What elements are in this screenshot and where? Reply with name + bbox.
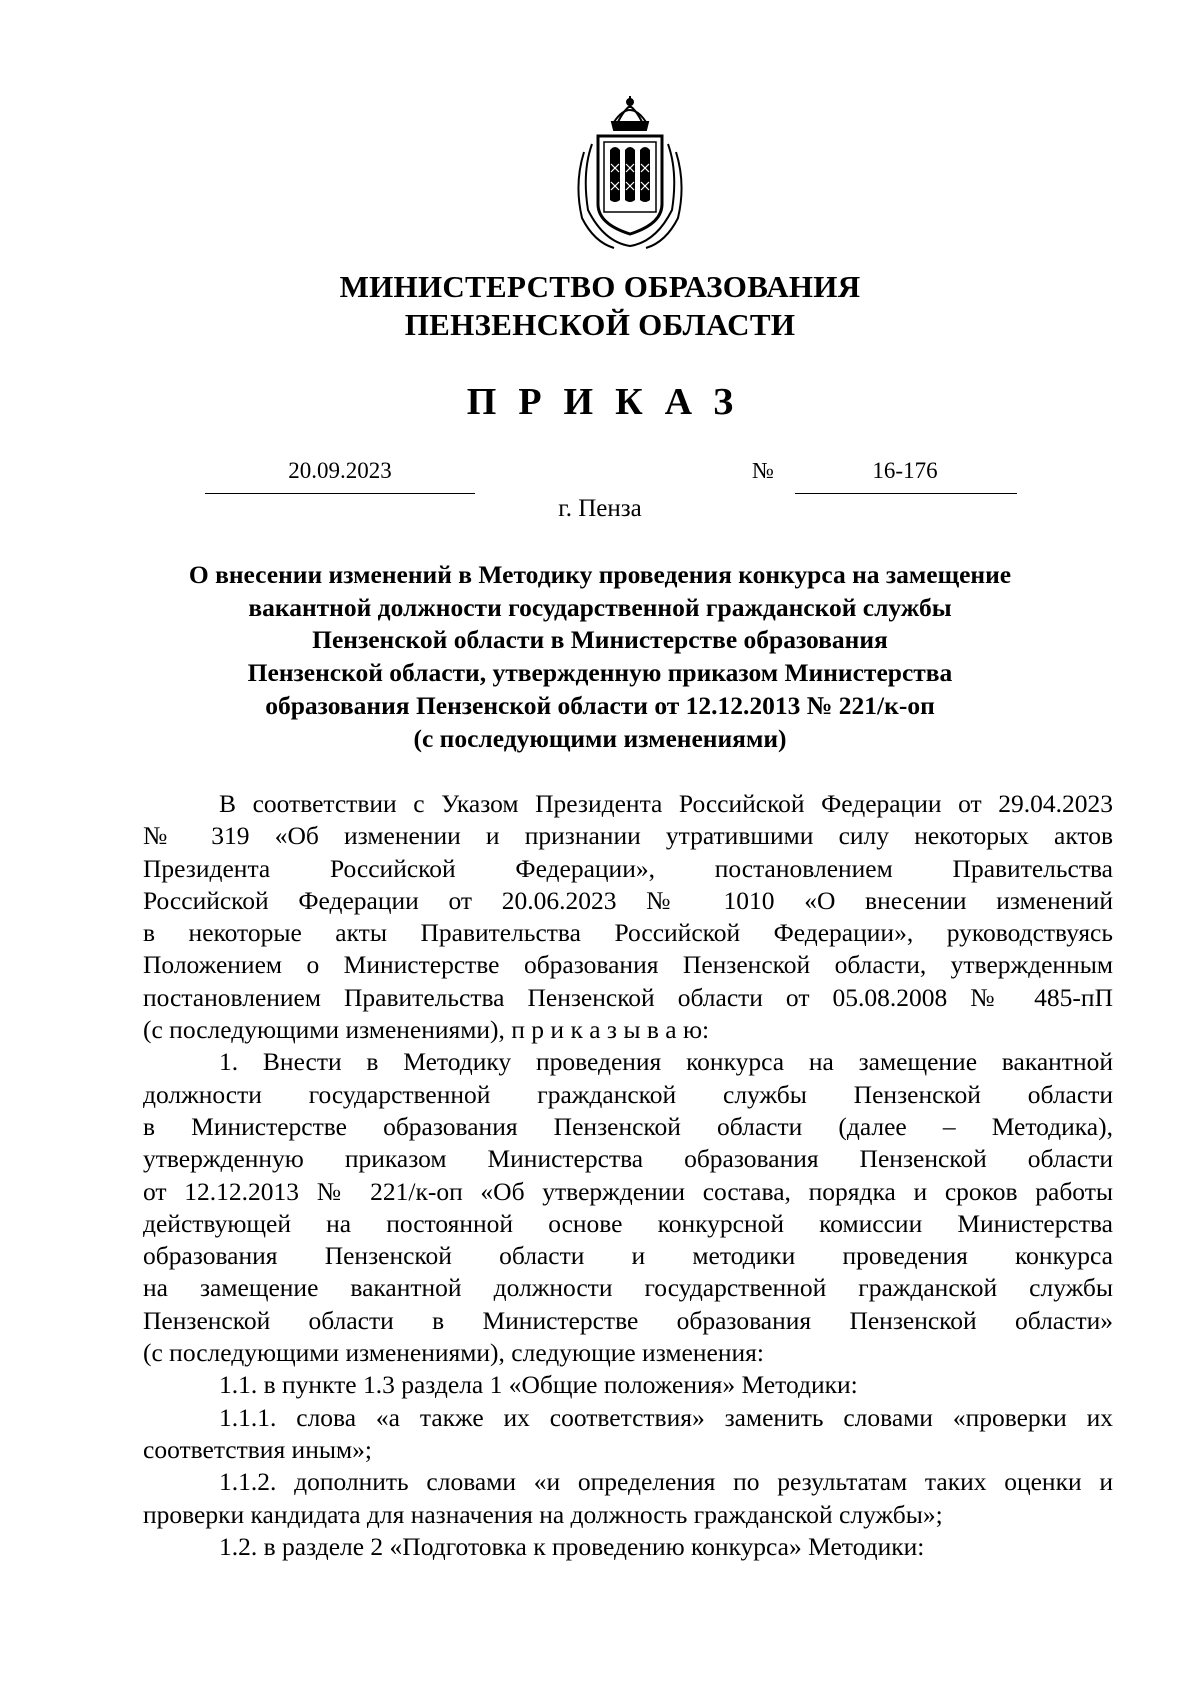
body-line: Российской Федерации от 20.06.2023 № 1010 «О внесении изменений [143, 885, 1113, 915]
heading-line: вакантной должности государственной гражданской службы [248, 592, 952, 622]
body-line: Положением о Министерстве образования Пензенской области, утвержденным [143, 950, 1113, 980]
body-line: Пензенской области в Министерстве образования Пензенской области» [143, 1305, 1113, 1335]
body-line: в Министерстве образования Пензенской области (далее – Методика), [143, 1111, 1113, 1141]
body-line: 1.1.1. слова «а также их соответствия» заменить словами «проверки их [219, 1402, 1113, 1432]
order-body [143, 788, 1113, 1563]
ministry-name-line2: ПЕНЗЕНСКОЙ ОБЛАСТИ [404, 307, 796, 342]
body-line: соответствия иным»; [143, 1434, 372, 1464]
body-line: должности государственной гражданской службы Пензенской области [143, 1079, 1113, 1109]
heading-line: Пензенской области, утвержденную приказом Министерства [247, 658, 953, 688]
heading-line: (с последующими изменениями) [413, 723, 787, 753]
number-sign: № [752, 458, 774, 483]
body-line: (с последующими изменениями), следующие изменения: [143, 1338, 764, 1368]
body-line: (с последующими изменениями), п р и к а з ы в а ю: [143, 1015, 710, 1045]
order-date: 20.09.2023 [288, 458, 392, 483]
body-line: 1.1. в пункте 1.3 раздела 1 «Общие положения» Методики: [219, 1370, 858, 1400]
coat-of-arms-emblem [574, 92, 686, 252]
body-line: постановлением Правительства Пензенской области от 05.08.2008 № 485-пП [143, 982, 1113, 1012]
body-line: Президента Российской Федерации», постановлением Правительства [143, 853, 1113, 883]
ministry-name-line1: МИНИСТЕРСТВО ОБРАЗОВАНИЯ [339, 269, 861, 304]
body-line: 1. Внести в Методику проведения конкурса на замещение вакантной [219, 1047, 1113, 1077]
order-number: 16-176 [872, 458, 938, 483]
body-line: образования Пензенской области и методики проведения конкурса [143, 1241, 1113, 1271]
date-underline [205, 493, 475, 494]
body-line: в некоторые акты Правительства Российской Федерации», руководствуясь [143, 918, 1113, 948]
heading-line: Пензенской области в Министерстве образования [312, 625, 888, 655]
body-line: от 12.12.2013 № 221/к-оп «Об утверждении состава, порядка и сроков работы [143, 1176, 1113, 1206]
body-line: действующей на постоянной основе конкурсной комиссии Министерства [143, 1208, 1113, 1238]
body-line: № 319 «Об изменении и признании утратившими силу некоторых актов [143, 821, 1113, 851]
body-line: утвержденную приказом Министерства образования Пензенской области [143, 1144, 1113, 1174]
heading-line: О внесении изменений в Методику проведения конкурса на замещение [188, 560, 1012, 589]
body-line: на замещение вакантной должности государственной гражданской службы [143, 1273, 1113, 1303]
body-line: 1.1.2. дополнить словами «и определения по результатам таких оценки и [219, 1467, 1113, 1497]
body-line: 1.2. в разделе 2 «Подготовка к проведению конкурса» Методики: [219, 1531, 925, 1561]
body-line: проверки кандидата для назначения на должность гражданской службы»; [143, 1499, 943, 1529]
order-heading [0, 559, 1200, 755]
body-line: В соответствии с Указом Президента Российской Федерации от 29.04.2023 [219, 789, 1113, 818]
number-underline [795, 493, 1017, 494]
order-title: ПРИКАЗ [466, 381, 756, 423]
order-city: г. Пенза [558, 495, 642, 522]
heading-line: образования Пензенской области от 12.12.2013 № 221/к-оп [265, 690, 935, 720]
